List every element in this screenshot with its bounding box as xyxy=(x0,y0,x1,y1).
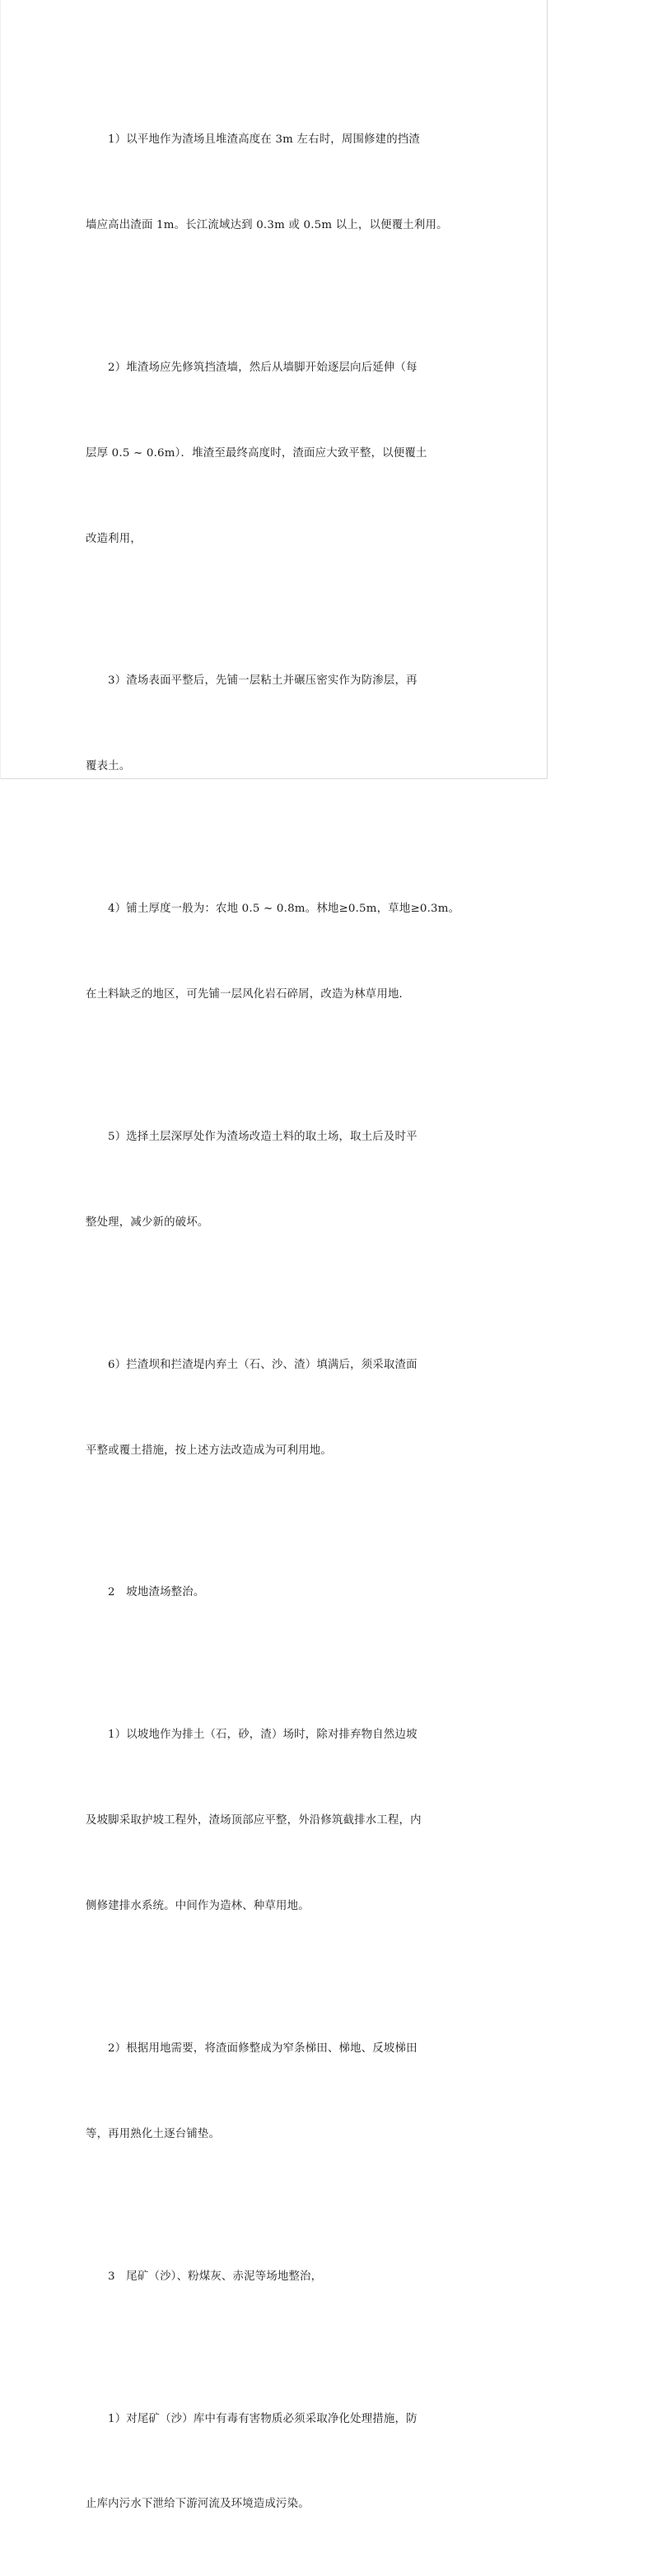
text-line: 1）以平地作为渣场且堆渣高度在 3m 左右时，周围修建的挡渣 xyxy=(86,126,469,155)
text-line: 2）根据用地需要，将渣面修整成为窄条梯田、梯地、反坡梯田 xyxy=(86,2035,469,2064)
document-page xyxy=(0,0,548,779)
paragraph-4 xyxy=(86,838,469,1066)
text-line: 3）渣场表面平整后，先铺一层粘土并碾压密实作为防渗层，再 xyxy=(86,667,469,696)
paragraph-6 xyxy=(86,1295,469,1523)
text-line: 1）以坡地作为排土（石，砂，渣）场时，除对排弃物自然边坡 xyxy=(86,1721,469,1750)
paragraph-7 xyxy=(86,1664,469,1978)
paragraph-9 xyxy=(86,2349,469,2576)
document-body xyxy=(86,69,469,2576)
text-line: 2）堆渣场应先修筑挡渣墙，然后从墙脚开始逐层向后延伸（每 xyxy=(86,354,469,383)
text-line: 改造利用， xyxy=(86,525,469,554)
paragraph-3 xyxy=(86,610,469,838)
text-line: 整处理，减少新的破坏。 xyxy=(86,1209,469,1238)
text-line: 4）铺土厚度一般为：农地 0.5 ~ 0.8m。林地≥0.5m，草地≥0.3m。 xyxy=(86,895,469,924)
text-line: 侧修建排水系统。中间作为造林、种草用地。 xyxy=(86,1892,469,1921)
text-line: 在土料缺乏的地区，可先铺一层风化岩石碎屑，改造为林草用地． xyxy=(86,981,469,1010)
text-line: 平整或覆土措施，按上述方法改造成为可利用地。 xyxy=(86,1437,469,1466)
section-heading-slope xyxy=(86,1522,469,1664)
text-line: 5）选择土层深厚处作为渣场改造土料的取土场，取土后及时平 xyxy=(86,1123,469,1152)
text-line: 止库内污水下泄给下游河流及环境造成污染。 xyxy=(86,2490,469,2519)
paragraph-5 xyxy=(86,1066,469,1295)
paragraph-2 xyxy=(86,297,469,611)
heading-line: 3 尾矿（沙）、粉煤灰、赤泥等场地整治， xyxy=(86,2263,469,2292)
text-line: 墙应高出渣面 1m。长江流域达到 0.3m 或 0.5m 以上，以便覆土利用。 xyxy=(86,212,469,240)
text-line: 覆表土。 xyxy=(86,753,469,782)
heading-line: 2 坡地渣场整治。 xyxy=(86,1579,469,1608)
paragraph-1 xyxy=(86,69,469,297)
text-line: 1）对尾矿（沙）库中有毒有害物质必须采取净化处理措施，防 xyxy=(86,2406,469,2434)
text-line: 及坡脚采取护坡工程外，渣场顶部应平整，外沿修筑截排水工程，内 xyxy=(86,1807,469,1836)
text-line: 层厚 0.5 ~ 0.6m）．堆渣至最终高度时，渣面应大致平整，以便覆土 xyxy=(86,440,469,469)
text-line: 6）拦渣坝和拦渣堤内弃土（石、沙、渣）填满后，须采取渣面 xyxy=(86,1351,469,1380)
paragraph-8 xyxy=(86,1978,469,2206)
text-line: 等，再用熟化土逐台铺垫。 xyxy=(86,2121,469,2149)
section-heading-tailings xyxy=(86,2206,469,2349)
